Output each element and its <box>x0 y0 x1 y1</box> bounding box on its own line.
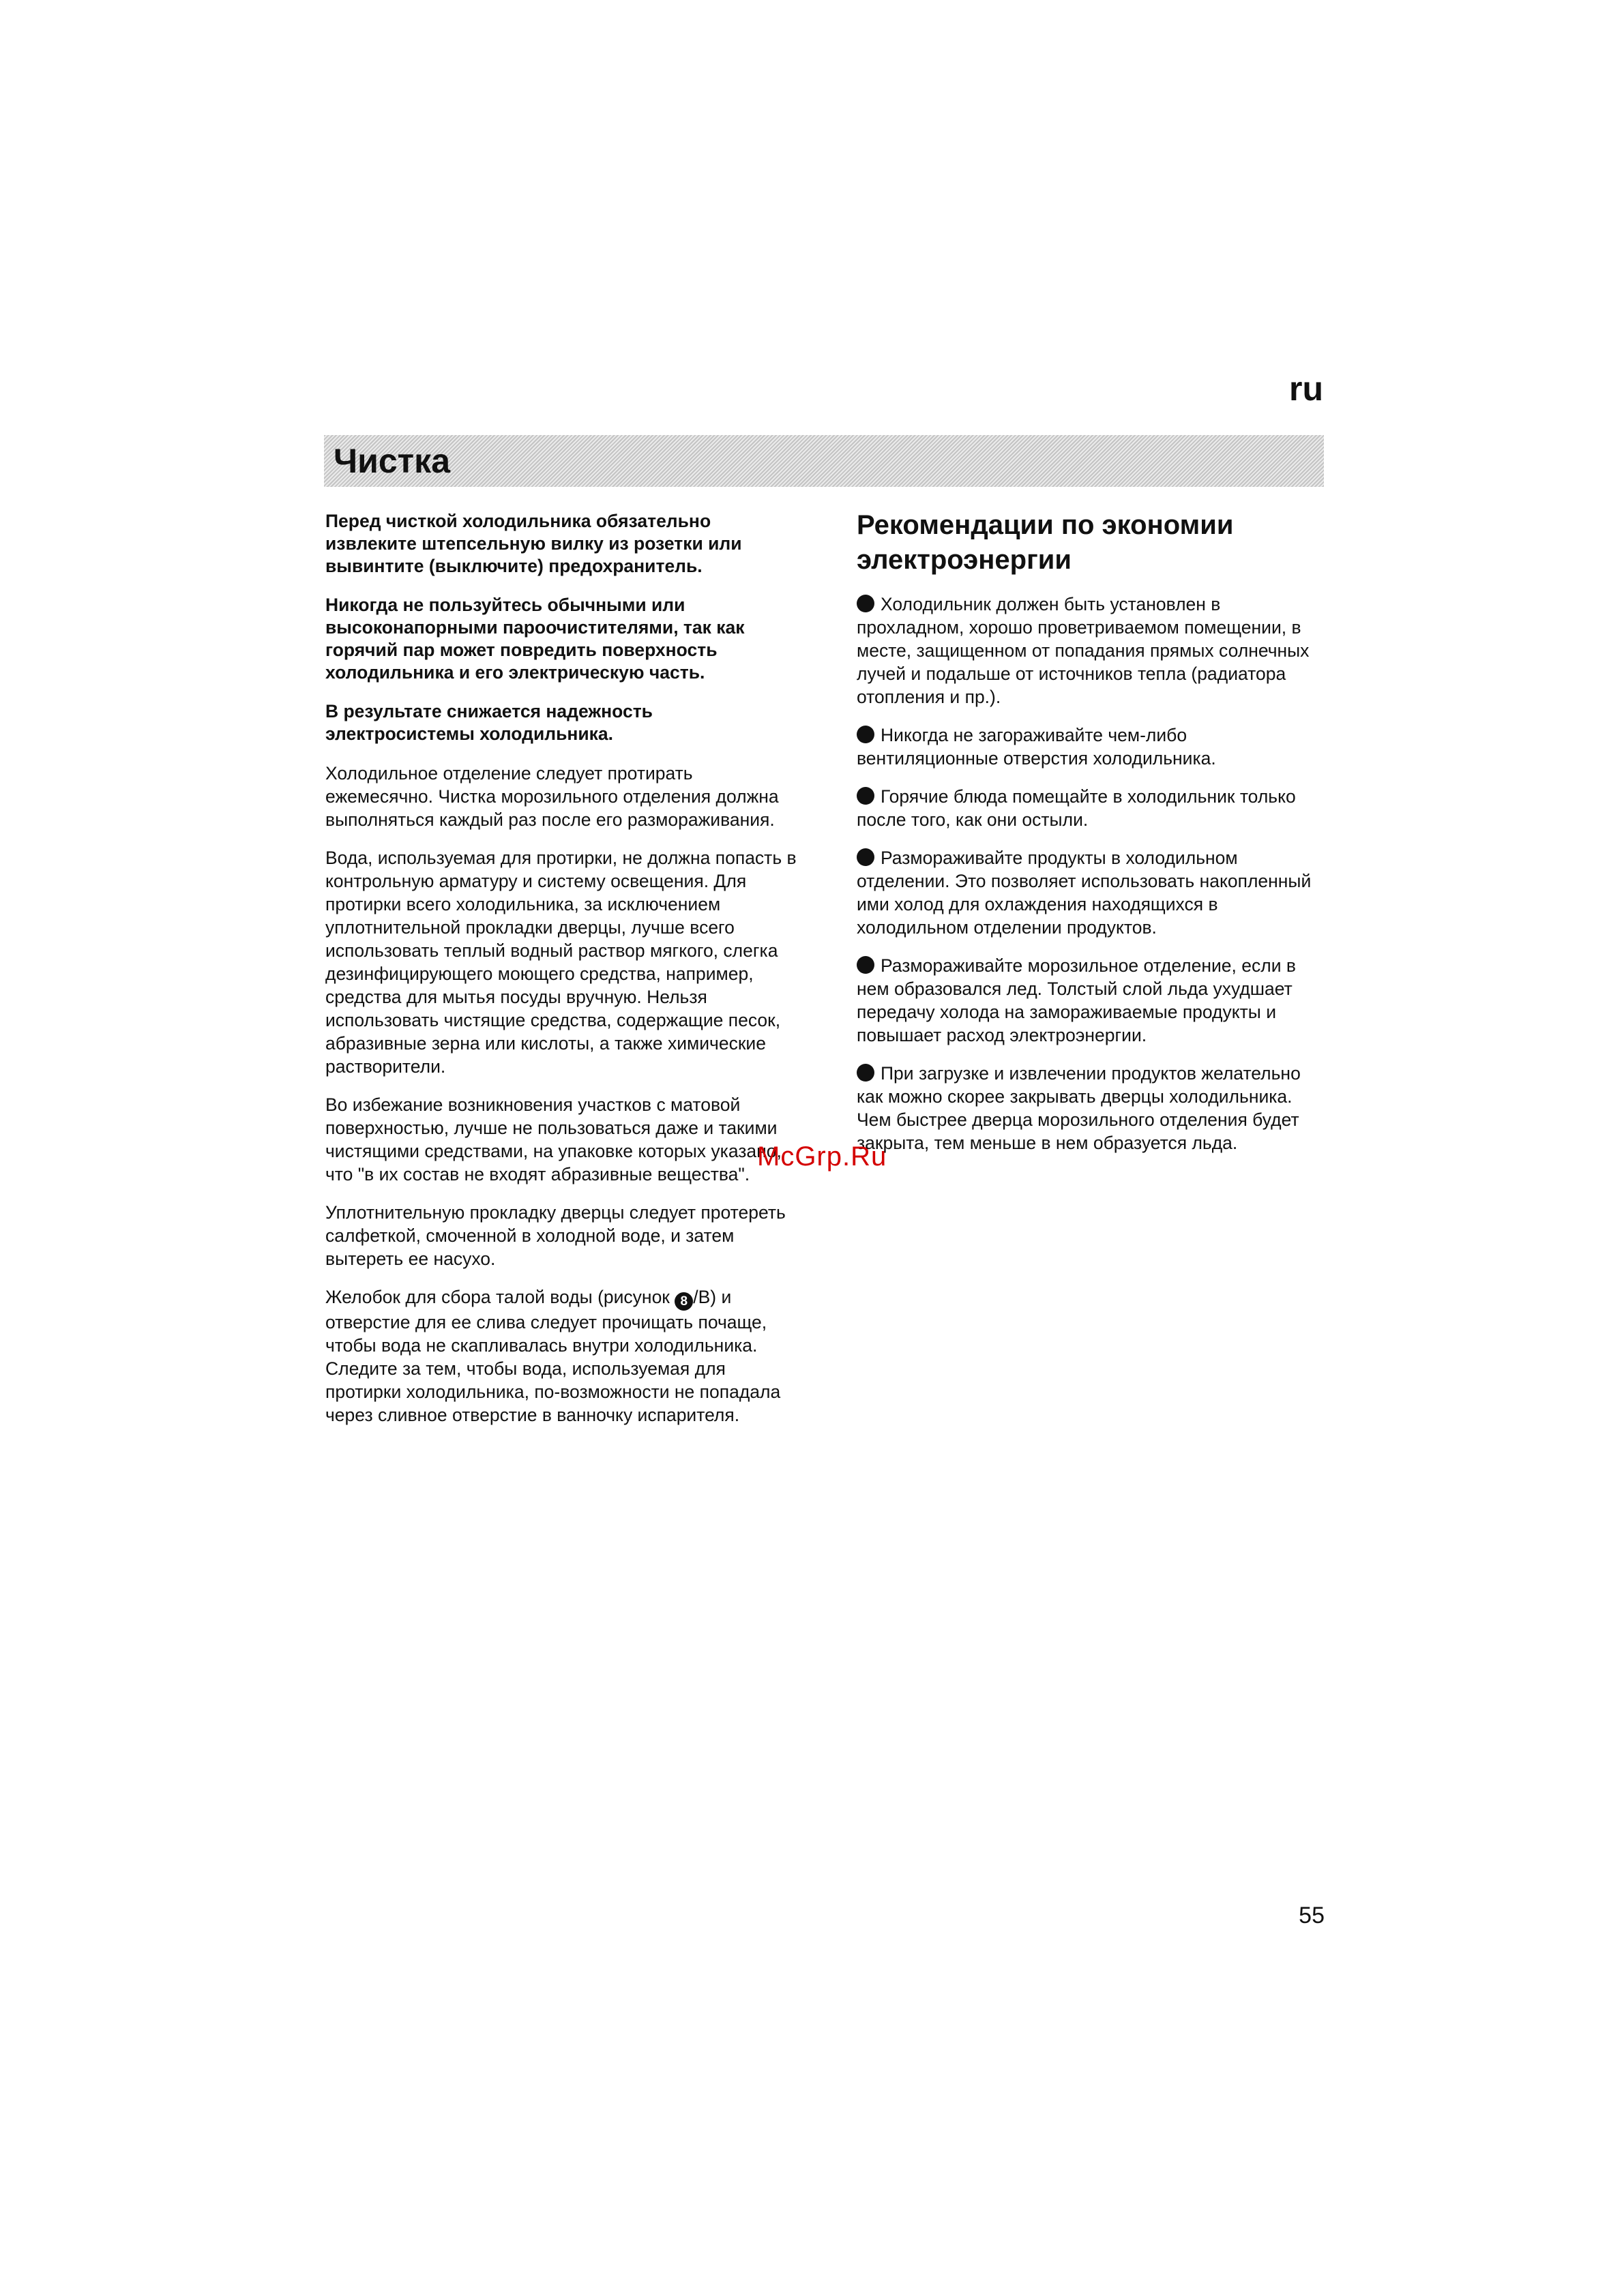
warning-paragraph: Перед чисткой холодильника обязательно извлеките штепсельную вилку из розетки или вывинтите (выключите) предохранитель. <box>325 511 742 576</box>
bullet-icon <box>857 595 874 612</box>
warning-paragraph: В результате снижается надежность электросистемы холодильника. <box>325 701 653 744</box>
bullet-icon <box>857 848 874 866</box>
bullet-item <box>857 1062 1327 1154</box>
bullet-text: При загрузке и извлечении продуктов желательно как можно скорее закрывать дверцы холодильника. Чем быстрее дверца морозильного отделения будет закрыта, тем меньше в нем образуется льда. <box>857 1063 1301 1153</box>
left-column <box>325 510 803 1442</box>
warning-paragraph: Никогда не пользуйтесь обычными или высоконапорными пароочистителями, так как горячий пар может повредить поверхность холодильника и его электрическую часть. <box>325 595 745 683</box>
bullet-text: Никогда не загораживайте чем-либо вентиляционные отверстия холодильника. <box>857 725 1216 769</box>
paragraph-text-end: /B) и отверстие для ее слива следует прочищать почаще, чтобы вода не скапливалась внутри холодильника. Следите за тем, чтобы вода, используемая для протирки холодильника, по-возможности не попадала через сливное отверстие в ванночку испарителя. <box>325 1287 781 1425</box>
bullet-item <box>857 724 1327 770</box>
body-paragraph: Уплотнительную прокладку дверцы следует протереть салфеткой, смоченной в холодной воде, и затем вытереть ее насухо. <box>325 1202 786 1269</box>
section-title-bar <box>324 435 1324 487</box>
bullet-item <box>857 846 1327 939</box>
body-paragraph <box>325 1285 803 1427</box>
paragraph-text-start: Желобок для сбора талой воды (рисунок <box>325 1287 675 1307</box>
bullet-icon <box>857 1064 874 1082</box>
bullet-icon <box>857 787 874 805</box>
right-column <box>857 508 1327 1169</box>
bullet-text: Размораживайте морозильное отделение, если в нем образовался лед. Толстый слой льда ухудшает передачу холода на замораживаемые продукты и повышает расход электроэнергии. <box>857 955 1296 1045</box>
language-code: ru <box>1289 370 1323 408</box>
bullet-text: Холодильник должен быть установлен в прохладном, хорошо проветриваемом помещении, в месте, защищенном от попадания прямых солнечных лучей и подальше от источников тепла (радиатора отопления и пр.). <box>857 594 1310 707</box>
bullet-text: Размораживайте продукты в холодильном отделении. Это позволяет использовать накопленный ими холод для охлаждения находящихся в холодильном отделении продуктов. <box>857 848 1312 938</box>
page-number: 55 <box>1299 1903 1325 1928</box>
section-title: Чистка <box>334 442 450 480</box>
subsection-title: Рекомендации по экономии электроэнергии <box>857 510 1234 575</box>
bullet-item <box>857 593 1327 709</box>
bullet-icon <box>857 956 874 974</box>
bullet-icon <box>857 726 874 743</box>
bullet-text: Горячие блюда помещайте в холодильник только после того, как они остыли. <box>857 786 1296 830</box>
figure-number-icon: 8 <box>675 1292 693 1311</box>
bullet-item <box>857 954 1327 1047</box>
body-paragraph: Вода, используемая для протирки, не должна попасть в контрольную арматуру и систему освещения. Для протирки всего холодильника, за исключением уплотнительной прокладки дверцы, лучше всего использовать теплый водный раствор мягкого, слегка дезинфицирующего моющего средства, например, средства для мытья посуды вручную. Нельзя использовать чистящие средства, содержащие песок, абразивные зерна или кислоты, а также химические растворители. <box>325 848 797 1077</box>
bullet-item <box>857 785 1327 831</box>
body-paragraph: Во избежание возникновения участков с матовой поверхностью, лучше не пользоваться даже и такими чистящими средствами, на упаковке которых указано, что "в их состав не входят абразивные вещества". <box>325 1094 782 1184</box>
body-paragraph: Холодильное отделение следует протирать ежемесячно. Чистка морозильного отделения должна выполняться каждый раз после его размораживания. <box>325 763 779 830</box>
watermark: McGrp.Ru <box>757 1142 887 1172</box>
